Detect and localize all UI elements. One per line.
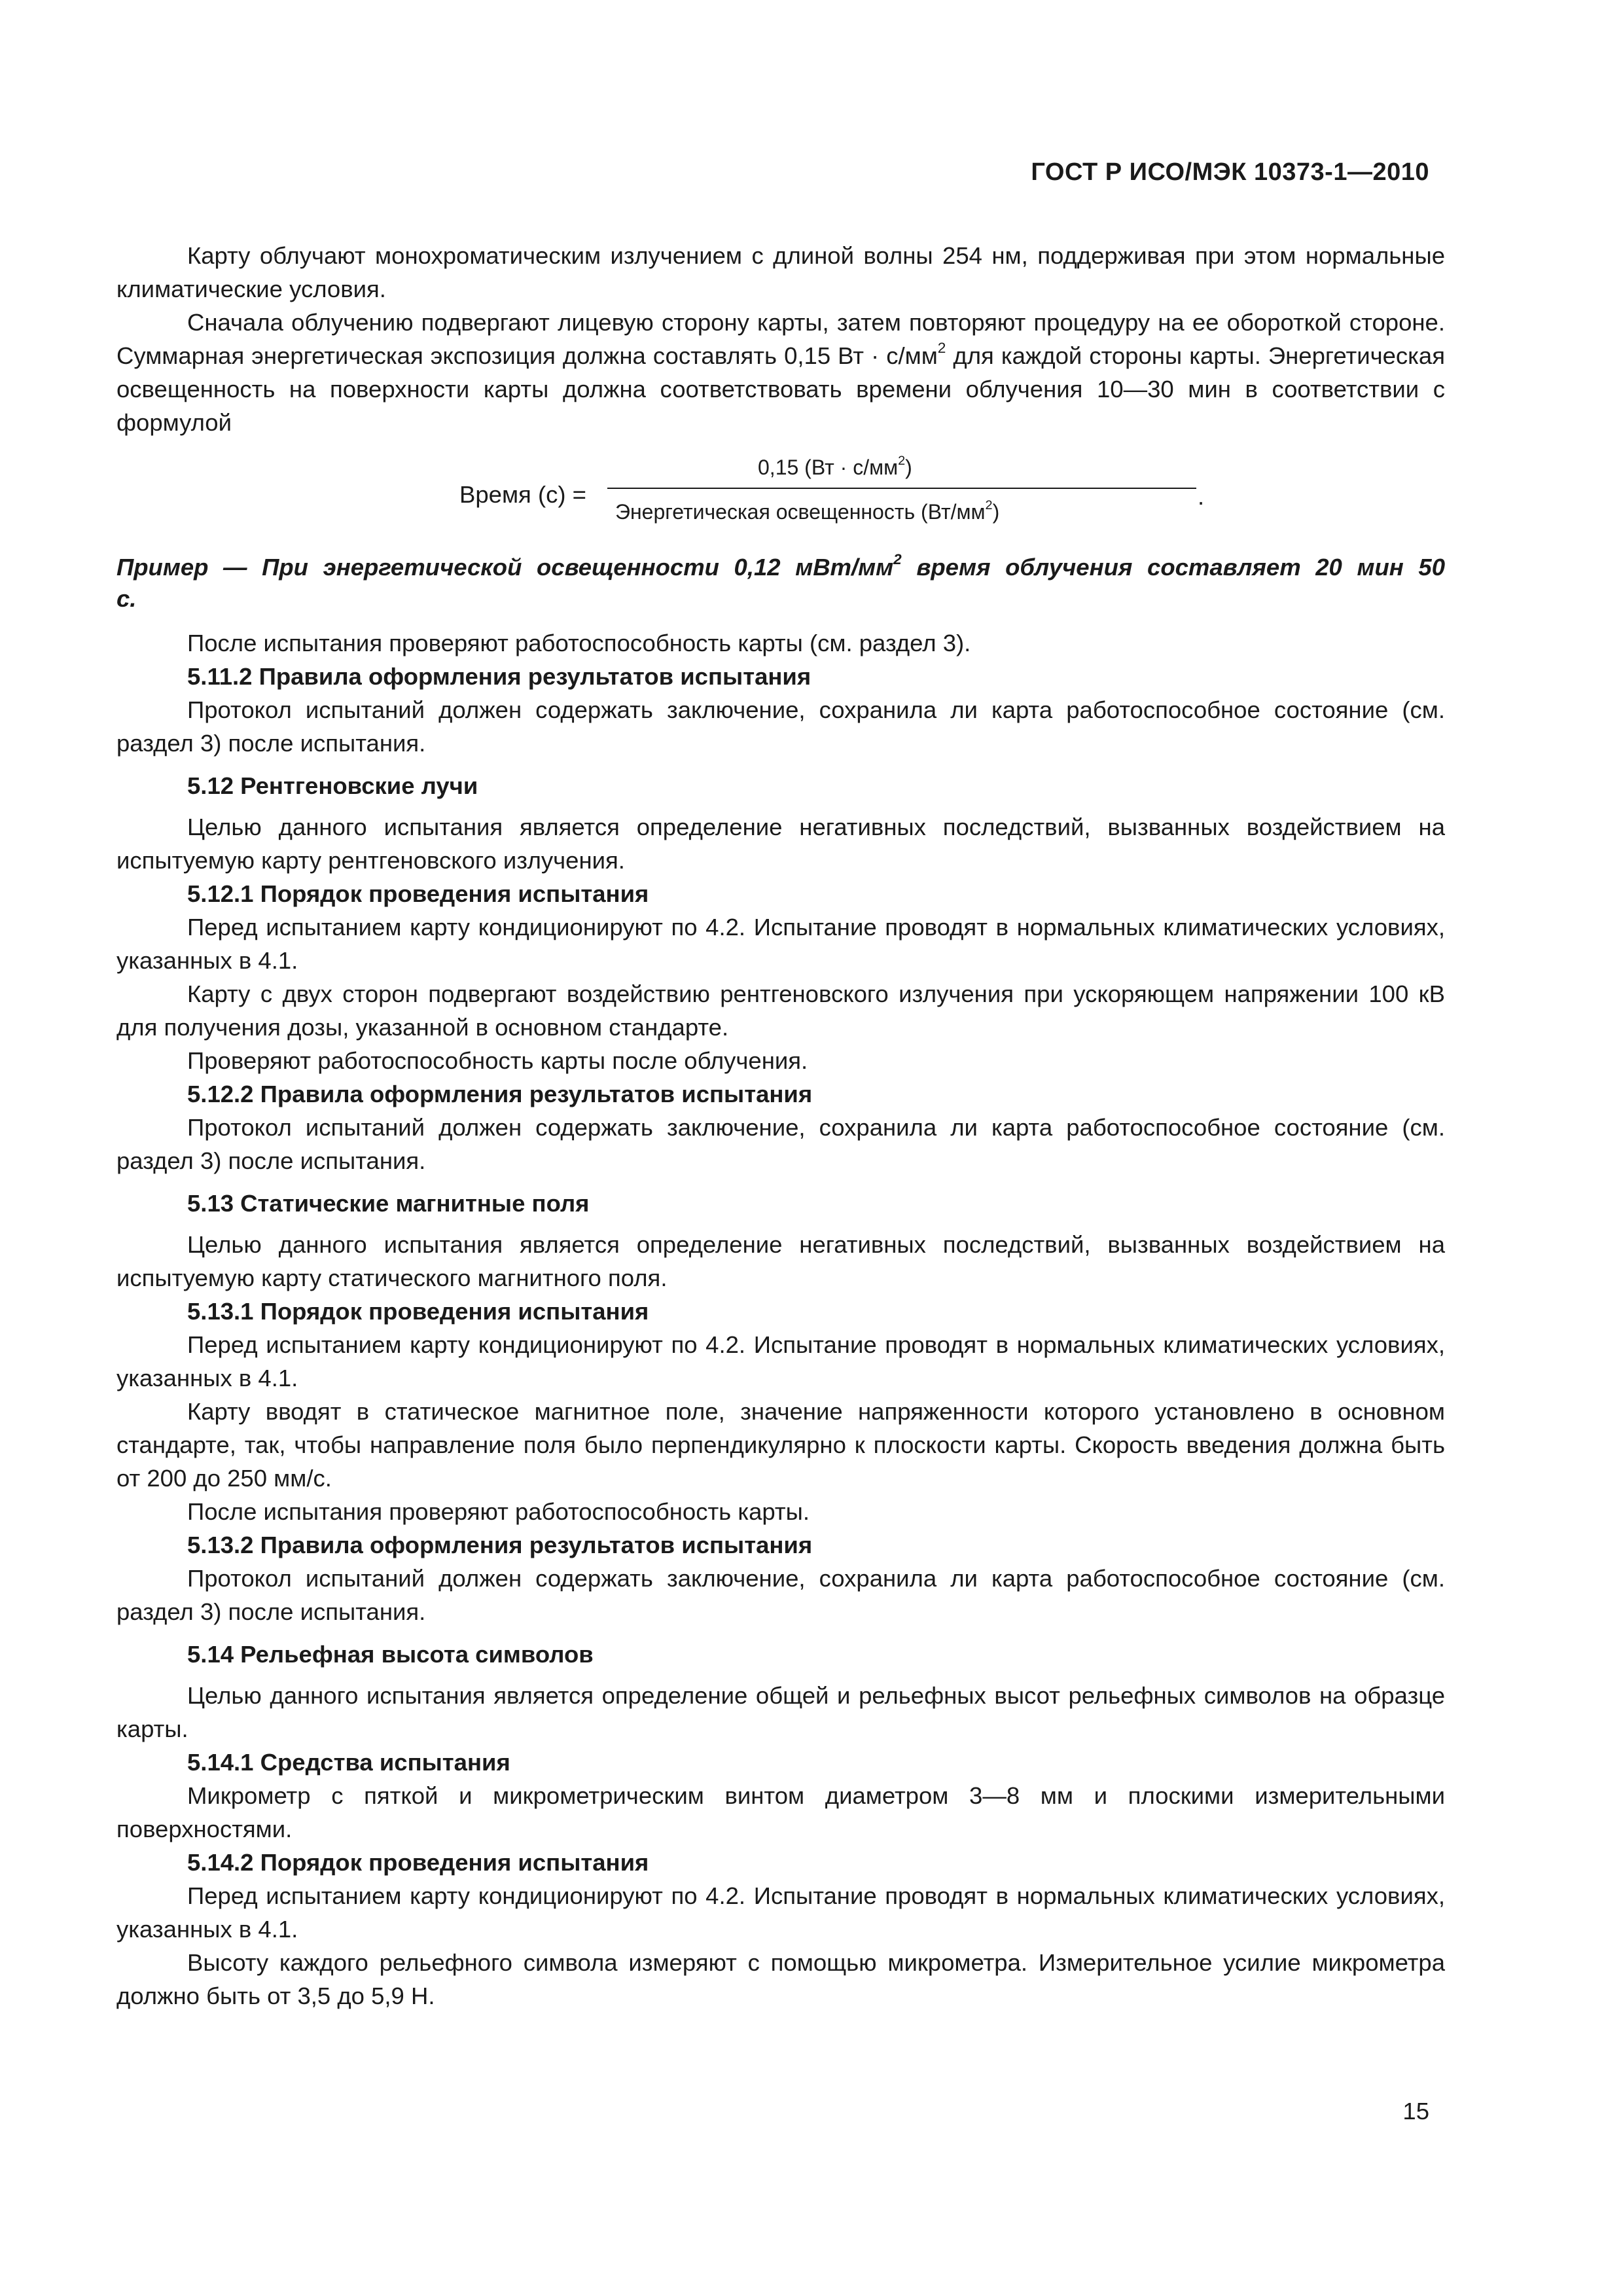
formula [116, 451, 1445, 543]
heading-5-12: 5.12 Рентгеновские лучи [187, 772, 478, 799]
paragraph: Протокол испытаний должен содержать заключение, сохранила ли карта работоспособное состояние (см. раздел 3) после испытания. [116, 696, 1445, 757]
formula-end: . [1198, 483, 1205, 510]
paragraph: Целью данного испытания является определение общей и рельефных высот рельефных символов на образце карты. [116, 1682, 1445, 1742]
paragraph: Целью данного испытания является определение негативных последствий, вызванных воздействием на испытуемую карту рентгеновского излучения. [116, 814, 1445, 874]
formula-denominator: Энергетическая освещенность $(Вт/мм^2)$ [615, 498, 1000, 524]
document-body [116, 239, 1445, 2013]
page-number: 15 [1402, 2098, 1429, 2125]
standard-header: ГОСТ Р ИСО/МЭК 10373-1—2010 [1031, 158, 1429, 186]
paragraph: После испытания проверяют работоспособность карты (см. раздел 3). [187, 630, 971, 656]
paragraph: После испытания проверяют работоспособность карты. [187, 1498, 810, 1525]
paragraph: Перед испытанием карту кондиционируют по 4.2. Испытание проводят в нормальных климатических условиях, указанных в 4.1. [116, 1331, 1445, 1391]
paragraph: Высоту каждого рельефного символа измеряют с помощью микрометра. Измерительное усилие микрометра должно быть от 3,5 до 5,9 Н. [116, 1949, 1445, 2009]
formula-lhs: Время (с) = [459, 481, 586, 508]
heading-5-12-2: 5.12.2 Правила оформления результатов испытания [187, 1081, 813, 1107]
fraction-bar [607, 488, 1196, 489]
heading-5-14: 5.14 Рельефная высота символов [187, 1641, 594, 1668]
paragraph: Целью данного испытания является определение негативных последствий, вызванных воздействием на испытуемую карту статического магнитного поля. [116, 1231, 1445, 1291]
heading-5-13: 5.13 Статические магнитные поля [187, 1190, 590, 1217]
paragraph: Протокол испытаний должен содержать заключение, сохранила ли карта работоспособное состояние (см. раздел 3) после испытания. [116, 1565, 1445, 1625]
paragraph: Протокол испытаний должен содержать заключение, сохранила ли карта работоспособное состояние (см. раздел 3) после испытания. [116, 1114, 1445, 1174]
heading-5-14-2: 5.14.2 Порядок проведения испытания [187, 1849, 649, 1876]
heading-5-11-2: 5.11.2 Правила оформления результатов испытания [187, 663, 812, 690]
paragraph: Сначала облучению подвергают лицевую сторону карты, затем повторяют процедуру на ее обороткой стороне. Суммарная энергетическая экспозиция должна составлять 0,15 Вт · $с/мм^2$ для каждой стороны карты. Энергетическая освещенность на поверхности карты должна соответствовать времени облучения 10—30 мин в соответствии с формулой [116, 309, 1445, 436]
formula-numerator: 0,15 $(Вт \cdot с/мм^2)$ [758, 454, 912, 479]
paragraph: Проверяют работоспособность карты после облучения. [187, 1047, 808, 1074]
heading-5-12-1: 5.12.1 Порядок проведения испытания [187, 880, 649, 907]
example-note: Пример — При энергетической освещенности 0,12 мВт/$мм^2$ время облучения составляет 20 мин 50 с. [116, 551, 1445, 612]
paragraph: Карту вводят в статическое магнитное поле, значение напряженности которого установлено в основном стандарте, так, чтобы направление поля было перпендикулярно к плоскости карты. Скорость введения должна быть от 200 до 250 мм/с. [116, 1398, 1445, 1492]
paragraph: Перед испытанием карту кондиционируют по 4.2. Испытание проводят в нормальных климатических условиях, указанных в 4.1. [116, 1882, 1445, 1943]
paragraph: Перед испытанием карту кондиционируют по 4.2. Испытание проводят в нормальных климатических условиях, указанных в 4.1. [116, 914, 1445, 974]
paragraph: Микрометр с пяткой и микрометрическим винтом диаметром 3—8 мм и плоскими измерительными поверхностями. [116, 1782, 1445, 1842]
heading-5-13-1: 5.13.1 Порядок проведения испытания [187, 1298, 649, 1325]
heading-5-14-1: 5.14.1 Средства испытания [187, 1749, 510, 1776]
heading-5-13-2: 5.13.2 Правила оформления результатов испытания [187, 1532, 813, 1558]
paragraph: Карту с двух сторон подвергают воздействию рентгеновского излучения при ускоряющем напряжении 100 кВ для получения дозы, указанной в основном стандарте. [116, 980, 1445, 1041]
paragraph: Карту облучают монохроматическим излучением с длиной волны 254 нм, поддерживая при этом нормальные климатические условия. [116, 242, 1445, 302]
